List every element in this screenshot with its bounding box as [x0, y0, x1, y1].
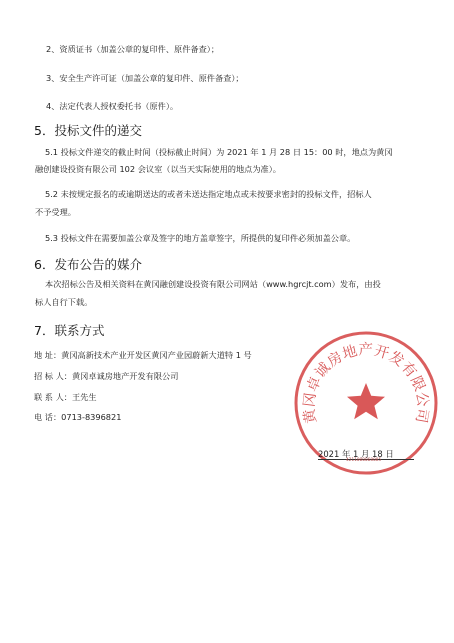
tenderer-label: 招 标 人：	[34, 371, 72, 381]
section-5-2-line2: 不予受理。	[35, 207, 76, 217]
section-5-3-line1: 5.3 投标文件在需要加盖公章及签字的地方盖章签字，所提供的复印件必须加盖公章。	[45, 233, 356, 243]
seal-company-name: 黄冈卓诚房地产开发有限公司	[301, 342, 431, 425]
phone-label: 电 话：	[34, 412, 62, 422]
section-5-1-line2: 融创建设投资有限公司 102 会议室（以当天实际使用的地点为准）。	[35, 164, 281, 174]
address-label: 地 址：	[34, 350, 62, 360]
section-6-heading: 6．发布公告的媒介	[34, 257, 142, 272]
seal-star-icon	[347, 383, 385, 419]
item-safety-license: 3、安全生产许可证（加盖公章的复印件、原件备查）；	[46, 73, 244, 83]
phone-value: 0713-8396821	[61, 412, 122, 422]
section-5-heading: 5．投标文件的递交	[34, 123, 142, 138]
contact-person-row	[34, 392, 97, 403]
contact-tenderer-row	[34, 371, 178, 382]
item-qualification-cert: 2、资质证书（加盖公章的复印件、原件备查）；	[46, 44, 220, 54]
section-6-line2: 标人自行下载。	[35, 297, 93, 307]
contact-phone-row	[34, 412, 121, 423]
address-value: 黄冈高新技术产业开发区黄冈产业园蔚新大道特 1 号	[61, 350, 252, 360]
contact-address-row	[34, 350, 252, 361]
section-5-1-line1: 5.1 投标文件递交的截止时间（投标截止时间）为 2021 年 1 月 28 日 15：00 时，地点为黄冈	[45, 147, 393, 157]
contact-label: 联 系 人：	[34, 392, 72, 402]
section-7-heading: 7．联系方式	[34, 323, 105, 338]
item-authorization-letter: 4、法定代表人授权委托书（原件）。	[46, 101, 179, 111]
contact-value: 王先生	[71, 392, 97, 402]
section-5-2-line1: 5.2 未按规定报名的或逾期送达的或者未送达指定地点或未按要求密封的投标文件，招标人	[45, 189, 372, 199]
tenderer-value: 黄冈卓诚房地产开发有限公司	[71, 371, 179, 381]
signature-date: 2021 年 1 月 18 日	[318, 449, 394, 459]
seal-number: 4211000068085	[346, 458, 382, 463]
section-6-line1: 本次招标公告及相关资料在黄冈融创建设投资有限公司网站（www.hgrcjt.com）发布，由投	[45, 279, 381, 289]
